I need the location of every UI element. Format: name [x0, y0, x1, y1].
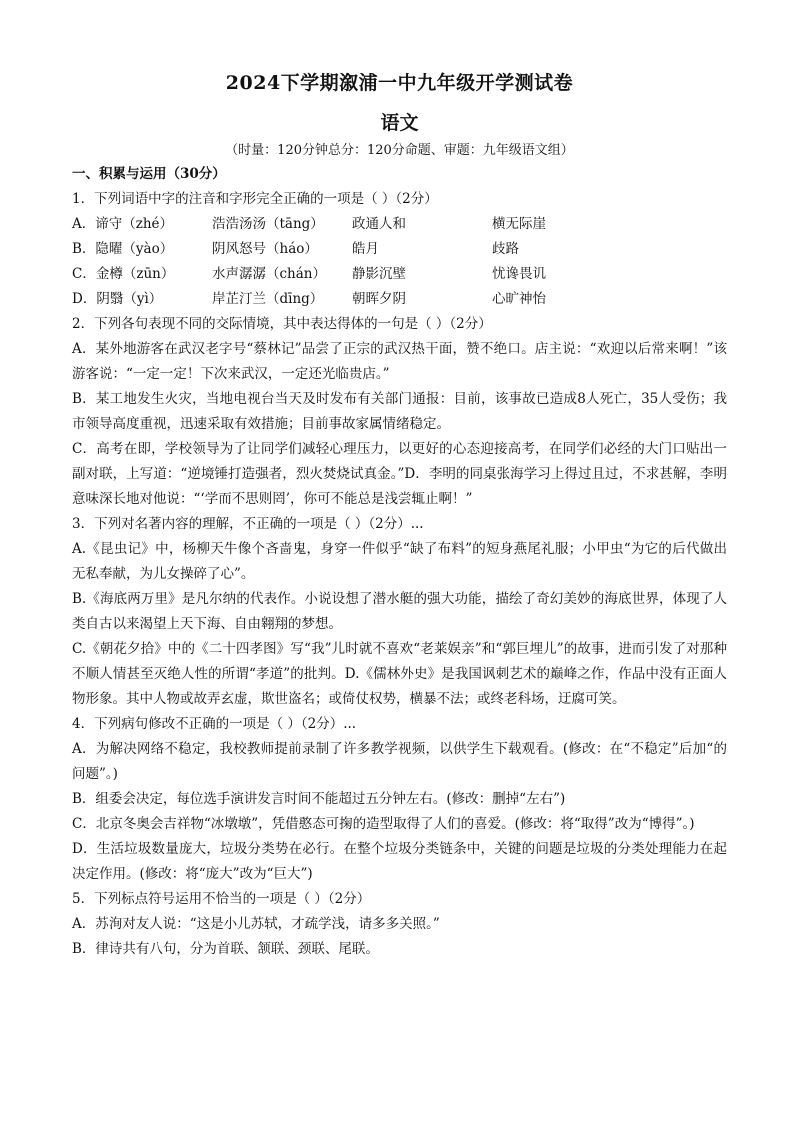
option-cell: 阴风怒号（háo） [212, 241, 318, 257]
option-cell: 横无际崖 [492, 216, 546, 232]
question-1-option-d [72, 287, 727, 312]
option-cell: 歧路 [492, 241, 519, 257]
question-4-option-c: C．北京冬奥会吉祥物“冰墩墩”，凭借憨态可掬的造型取得了人们的喜爱。(修改：将“取得”改为“博得”。) [72, 816, 695, 832]
section-heading: 一、积累与运用（30分） [72, 166, 226, 182]
question-2-option-c: C．高考在即，学校领导为了让同学们减轻心理压力，以更好的心态迎接高考，在同学们必经的大门口贴出一副对联，上写道：“逆境锤打造强者，烈火焚烧试真金。”D．李明的同桌张海学习上得过且过，不求甚解，李明意味深长地对他说：“‘学而不思则罔’，你可不能总是浅尝辄止啊！” [72, 441, 727, 507]
exam-info: （时量：120分钟总分：120分命题、审题：九年级语文组） [225, 143, 574, 158]
option-cell: D．阴翳（yì） [72, 291, 163, 307]
exam-page [72, 70, 727, 962]
option-cell: B．隐曜（yào） [72, 241, 174, 257]
question-3-option-c: C.《朝花夕拾》中的《二十四孝图》写“我”儿时就不喜欢“老莱娱亲”和“郭巨埋儿”的故事，进而引发了对那种不顺人情甚至灭绝人性的所谓“孝道”的批判。D.《儒林外史》是我国讽刺艺术的巅峰之作，作品中没有正面人物形象。其中人物或故弄玄虚，欺世盗名；或倚仗权势，横暴不法；或终老科场，迂腐可笑。 [72, 641, 727, 707]
question-5-option-a: A．苏洵对友人说：“这是小儿苏轼，才疏学浅，请多多关照。” [72, 916, 440, 932]
subject-title: 语文 [380, 112, 419, 134]
option-cell: C．金樽（zūn） [72, 266, 175, 282]
question-4-option-d: D．生活垃圾数量庞大，垃圾分类势在必行。在整个垃圾分类链条中，关键的问题是垃圾的分类处理能力在起决定作用。(修改：将“庞大”改为“巨大”) [72, 841, 727, 882]
question-4-option-a: A．为解决网络不稳定，我校教师提前录制了许多教学视频，以供学生下载观看。(修改：在“不稳定”后加“的问题”。) [72, 741, 727, 782]
question-5-stem: 5．下列标点符号运用不恰当的一项是（ ）（2分） [72, 891, 371, 907]
option-cell: 岸芷汀兰（dīng） [212, 291, 324, 307]
question-5-option-b: B．律诗共有八句，分为首联、颔联、颈联、尾联。 [72, 941, 379, 957]
option-cell: 静影沉壁 [352, 266, 406, 282]
question-4-option-b: B．组委会决定，每位选手演讲发言时间不能超过五分钟左右。(修改：删掉“左右”) [72, 791, 566, 807]
question-2-option-b: B．某工地发生火灾，当地电视台当天及时发布有关部门通报：目前，该事故已造成8人死亡，35人受伤；我市领导高度重视，迅速采取有效措施；目前事故家属情绪稳定。 [72, 391, 727, 432]
question-3-option-b: B.《海底两万里》是凡尔纳的代表作。小说设想了潜水艇的强大功能，描绘了奇幻美妙的海底世界，体现了人类自古以来渴望上天下海、自由翱翔的梦想。 [72, 591, 727, 632]
option-cell: 水声潺潺（chán） [212, 266, 326, 282]
option-cell: 政通人和 [352, 216, 406, 232]
option-cell: A．谛守（zhé） [72, 216, 174, 232]
option-cell: 皓月 [352, 241, 379, 257]
option-cell: 忧谗畏讥 [492, 266, 546, 282]
option-cell: 朝晖夕阴 [352, 291, 406, 307]
question-3-option-a: A.《昆虫记》中，杨柳天牛像个吝啬鬼，身穿一件似乎“缺了布料”的短身燕尾礼服；小甲虫“为它的后代做出无私奉献，为儿女操碎了心”。 [72, 541, 727, 582]
question-1-option-a [72, 212, 727, 237]
question-4-stem: 4．下列病句修改不正确的一项是（ ）（2分）... [72, 716, 357, 732]
question-2-stem: 2．下列各句表现不同的交际情境，其中表达得体的一句是（ ）（2分） [72, 316, 492, 332]
question-2-option-a: A．某外地游客在武汉老字号“蔡林记”品尝了正宗的武汉热干面，赞不绝口。店主说：“欢迎以后常来啊！”该游客说：“一定一定！下次来武汉，一定还光临贵店。” [72, 341, 727, 382]
question-1-option-c [72, 262, 727, 287]
question-3-stem: 3．下列对名著内容的理解，不正确的一项是（ ）（2分）... [72, 516, 424, 532]
exam-title: 2024下学期溆浦一中九年级开学测试卷 [225, 72, 574, 94]
question-1-option-b [72, 237, 727, 262]
option-cell: 浩浩汤汤（tāng） [212, 216, 324, 232]
option-cell: 心旷神怡 [492, 291, 546, 307]
question-1-stem: 1．下列词语中字的注音和字形完全正确的一项是（ ）（2分） [72, 191, 438, 207]
